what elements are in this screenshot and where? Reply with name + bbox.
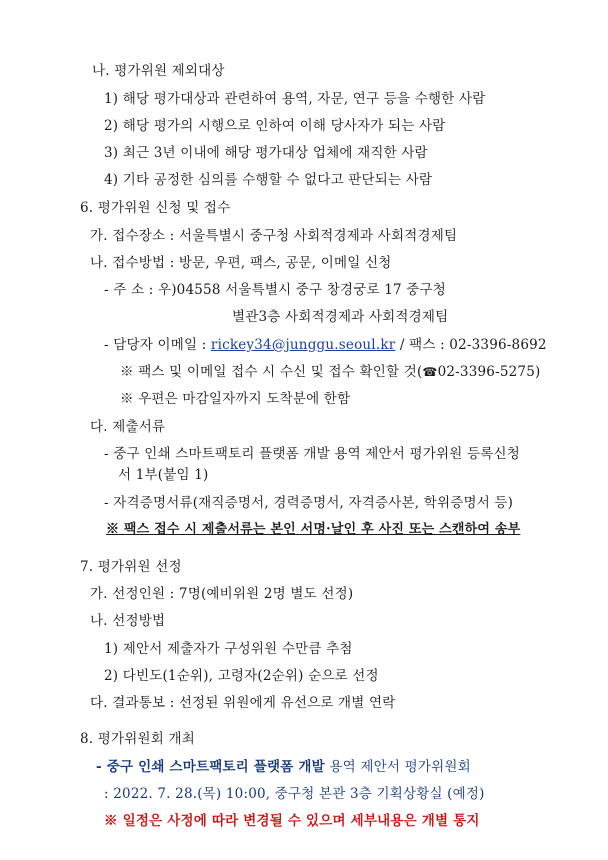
- contact-label: - 담당자 이메일 :: [104, 337, 211, 353]
- selection-method-1: 1) 제안서 제출자가 구성위원 수만큼 추첨: [104, 641, 353, 657]
- result-notification: 다. 결과통보 : 선정된 위원에게 유선으로 개별 연락: [90, 695, 396, 711]
- document-1-line-2: 서 1부(붙임 1): [118, 467, 209, 483]
- exclusion-item-4: 4) 기타 공정한 심의를 수행할 수 없다고 판단되는 사람: [104, 172, 433, 188]
- note-confirm-receipt: [120, 363, 540, 381]
- event-title-bold: - 중구 인쇄 스마트팩토리 플랫폼 개발: [96, 759, 325, 775]
- document-1-line-1: - 중구 인쇄 스마트팩토리 플랫폼 개발 용역 제안서 평가위원 등록신청: [104, 446, 520, 462]
- section-7-heading: 7. 평가위원 선정: [80, 559, 182, 575]
- note-confirm-phone: 02-3396-5275): [437, 364, 541, 380]
- note-confirm-text: ※ 팩스 및 이메일 접수 시 수신 및 접수 확인할 것(: [120, 364, 423, 380]
- event-title: [96, 758, 471, 776]
- reception-place: 가. 접수장소 : 서울특별시 중구청 사회적경제과 사회적경제팀: [90, 228, 458, 244]
- fax-number: / 팩스 : 02-3396-8692: [395, 337, 547, 353]
- address-line-1: - 주 소 : 우)04558 서울특별시 중구 창경궁로 17 중구청: [104, 282, 447, 298]
- schedule-change-notice: ※ 일정은 사정에 따라 변경될 수 있으며 세부내용은 개별 통지: [104, 813, 480, 829]
- exclusion-item-3: 3) 최근 3년 이내에 해당 평가대상 업체에 재직한 사람: [104, 145, 428, 161]
- selection-count: 가. 선정인원 : 7명(예비위원 2명 별도 선정): [90, 586, 354, 602]
- section-8-heading: 8. 평가위원회 개최: [80, 731, 195, 747]
- address-line-2: 별관3층 사회적경제과 사회적경제팀: [232, 309, 449, 325]
- documents-heading: 다. 제출서류: [90, 419, 166, 435]
- event-title-rest: 용역 제안서 평가위원회: [324, 759, 471, 775]
- documents-note: ※ 팩스 접수 시 제출서류는 본인 서명·날인 후 사진 또는 스캔하여 송부: [106, 522, 521, 537]
- subheading-exclusion: 나. 평가위원 제외대상: [92, 63, 225, 79]
- event-schedule: : 2022. 7. 28.(목) 10:00, 중구청 본관 3층 기획상황실 (예정): [104, 786, 485, 802]
- document-2: - 자격증명서류(재직증명서, 경력증명서, 자격증사본, 학위증명서 등): [104, 495, 514, 511]
- phone-icon: ☎: [422, 365, 438, 379]
- email-link[interactable]: rickey34@junggu.seoul.kr: [210, 337, 396, 353]
- contact-line: [104, 336, 547, 354]
- exclusion-item-2: 2) 해당 평가의 시행으로 인하여 이해 당사자가 되는 사람: [104, 118, 446, 134]
- section-6-heading: 6. 평가위원 신청 및 접수: [80, 200, 231, 216]
- exclusion-item-1: 1) 해당 평가대상과 관련하여 용역, 자문, 연구 등을 수행한 사람: [104, 91, 486, 107]
- note-mail-deadline: ※ 우편은 마감일자까지 도착분에 한함: [120, 391, 351, 407]
- reception-method: 나. 접수방법 : 방문, 우편, 팩스, 공문, 이메일 신청: [90, 255, 392, 271]
- selection-method-2: 2) 다빈도(1순위), 고령자(2순위) 순으로 선정: [104, 668, 379, 684]
- selection-method-heading: 나. 선정방법: [90, 613, 166, 629]
